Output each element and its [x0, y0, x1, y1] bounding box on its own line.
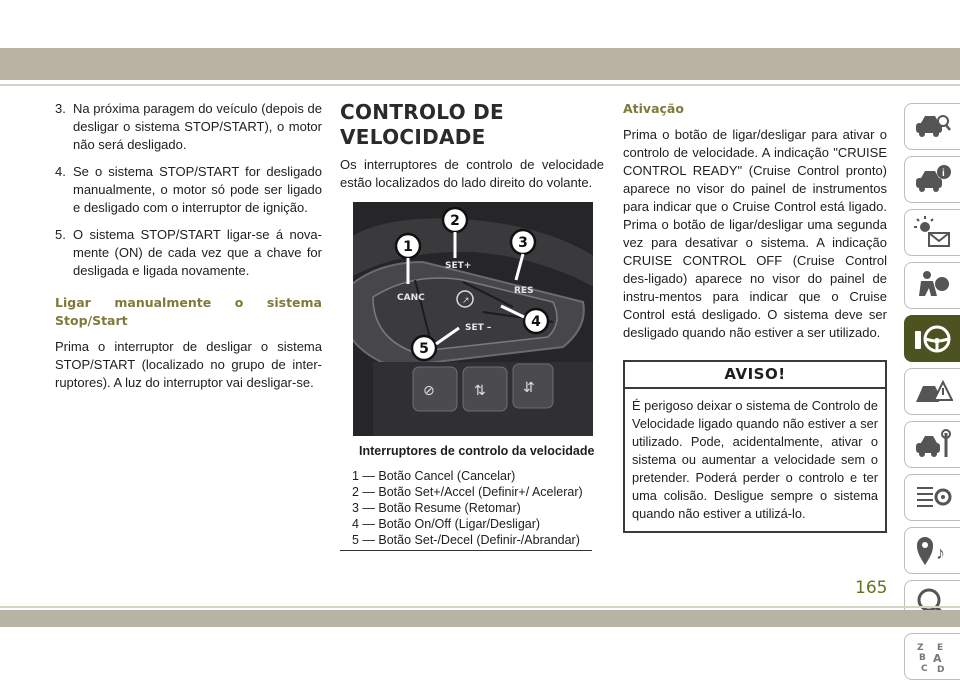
footer-rule	[0, 606, 960, 608]
svg-text:⊘: ⊘	[423, 383, 435, 399]
dashboard-lights-icon[interactable]	[904, 209, 960, 256]
svg-text:E: E	[936, 642, 943, 653]
step-text: Na próxima paragem do veículo (depois de desligar o sistema STOP/START), o motor não será desligado.	[73, 101, 322, 152]
res-label: RES	[514, 286, 534, 296]
section-subheading: Ligar manualmente o sistema Stop/Start	[55, 295, 322, 328]
step-number: 3.	[55, 101, 66, 116]
svg-text:↗: ↗	[462, 296, 470, 306]
legend-item: 5 — Botão Set-/Decel (Definir-/Abrandar)	[352, 533, 580, 547]
figure-caption: Interruptores de controlo da velocidade	[359, 444, 595, 458]
callout-2: 2	[450, 213, 460, 229]
canc-label: CANC	[397, 293, 425, 303]
legend-item: 1 — Botão Cancel (Cancelar)	[352, 469, 516, 483]
section-title-line: VELOCIDADE	[340, 125, 486, 149]
callout-3: 3	[518, 235, 528, 251]
svg-text:⇅: ⇅	[474, 383, 486, 399]
svg-text:⇵: ⇵	[523, 380, 535, 396]
warning-title: AVISO!	[625, 362, 885, 389]
step-item	[55, 100, 322, 154]
legend-item: 4 — Botão On/Off (Ligar/Desligar)	[352, 517, 541, 531]
callout-1: 1	[403, 239, 413, 255]
legend-item: 3 — Botão Resume (Retomar)	[352, 501, 521, 515]
section-title	[340, 100, 604, 150]
step-text: O sistema STOP/START ligar-se á nova-mente (ON) de cada vez que a chave for desligada e ligada novamente.	[73, 227, 322, 278]
callout-5: 5	[419, 341, 429, 357]
svg-text:Z: Z	[916, 642, 924, 653]
column-right	[623, 100, 887, 533]
header-band	[0, 48, 960, 80]
legend-item: 2 — Botão Set+/Accel (Definir+/ Acelerar)	[352, 485, 583, 499]
page-number: 165	[855, 578, 888, 598]
column-middle	[340, 100, 604, 551]
step-number: 5.	[55, 227, 66, 242]
footer-band	[0, 610, 960, 627]
steering-wheel-switches-figure	[353, 202, 593, 436]
step-number: 4.	[55, 164, 66, 179]
callout-4: 4	[531, 314, 541, 330]
section-paragraph: Prima o botão de ligar/desligar para ativar o controlo de velocidade. A indicação "CRUISE CONTROL READY" (Cruise Control pronto) aparece no visor do painel de instrumentos para indicar que o Cruise Control está ligado. Prima o botão de ligar/desligar uma segunda vez para desativar o sistema. A indicação CRUISE CONTROL OFF (Cruise Control des-ligado) aparece no visor do painel de instru-mentos para indicar que o Cruise Control está desligado. O sistema deve ser desligado quando não estiver a ser utilizado.	[623, 127, 887, 340]
svg-text:D: D	[936, 664, 944, 675]
intro-paragraph: Os interruptores de controlo de velocidade estão localizados do lado direito do volante.	[340, 157, 604, 190]
step-text: Se o sistema STOP/START for desligado manualmente, o motor só pode ser ligado e desligado com o interruptor de ignição.	[73, 164, 322, 215]
svg-text:C: C	[920, 663, 928, 674]
car-wrench-icon[interactable]	[904, 421, 960, 468]
figure-legend	[340, 468, 592, 551]
svg-text:A: A	[932, 651, 942, 665]
alphabet-index-icon[interactable]	[904, 633, 960, 680]
section-subheading: Ativação	[623, 101, 684, 116]
car-search-icon[interactable]	[904, 103, 960, 150]
warning-body: É perigoso deixar o sistema de Controlo de Velocidade ligado quando não estiver a ser utilizado. Pode, acidentalmente, ativar o sistema ou aumentar a velocidade sem o pretender. Poderá perder o controlo e ter uma colisão. Desligue sempre o sistema quando não estiver a utilizá-lo.	[632, 398, 878, 521]
person-airbag-icon[interactable]	[904, 262, 960, 309]
warning-box	[623, 360, 887, 533]
steering-wheel-icon[interactable]	[904, 315, 960, 362]
map-pin-music-icon[interactable]	[904, 527, 960, 574]
header-rule	[0, 84, 960, 86]
specs-gear-icon[interactable]	[904, 474, 960, 521]
section-title-line: CONTROLO DE	[340, 100, 505, 124]
set-plus-label: SET+	[445, 261, 472, 271]
step-item	[55, 163, 322, 217]
section-paragraph: Prima o interruptor de desligar o sistema STOP/START (localizado no grupo de inter-ruptores). A luz do interruptor vai desligar-se.	[55, 339, 322, 390]
step-item	[55, 226, 322, 280]
column-left	[55, 100, 322, 392]
set-minus-label: SET –	[465, 323, 492, 333]
svg-text:i: i	[941, 167, 945, 179]
svg-text:♪: ♪	[935, 542, 945, 563]
svg-text:B: B	[918, 652, 926, 663]
car-info-icon[interactable]	[904, 156, 960, 203]
steps-list	[55, 100, 322, 280]
chapter-tabs	[904, 103, 960, 686]
car-warning-icon[interactable]	[904, 368, 960, 415]
steering-wheel-switches-illustration	[353, 202, 593, 436]
